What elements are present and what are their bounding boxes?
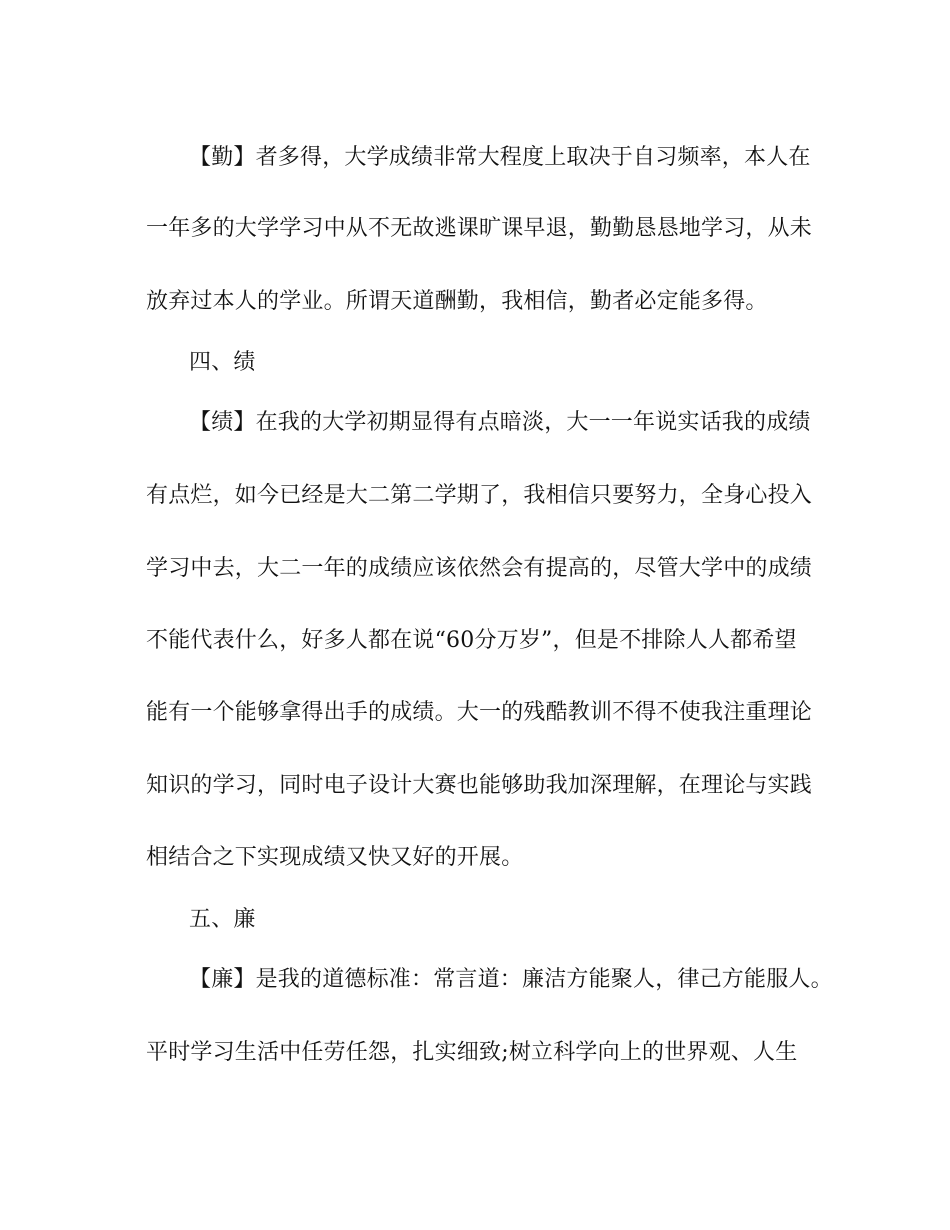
paragraph-ji-line-1: 【绩】在我的大学初期显得有点暗淡，大一一年说实话我的成绩 [189, 410, 811, 435]
paragraph-ji-line-6: 知识的学习，同时电子设计大赛也能够助我加深理解，在理论与实践 [146, 773, 813, 798]
paragraph-ji-line-4: 不能代表什么，好多人都在说“60分万岁”，但是不排除人人都希望 [146, 628, 797, 653]
paragraph-ji-line-7: 相结合之下实现成绩又快又好的开展。 [146, 845, 524, 870]
section-heading-four: 四、绩 [189, 350, 256, 375]
paragraph-ji-line-2: 有点烂，如今已经是大二第二学期了，我相信只要努力，全身心投入 [146, 483, 813, 508]
paragraph-lian-line-2: 平时学习生活中任劳任怨，扎实细致;树立科学向上的世界观、人生 [146, 1040, 798, 1065]
paragraph-qin-line-1: 【勤】者多得，大学成绩非常大程度上取决于自习频率，本人在 [189, 145, 811, 170]
paragraph-qin-line-3: 放弃过本人的学业。所谓天道酬勤，我相信，勤者必定能多得。 [146, 289, 768, 314]
paragraph-ji-line-3: 学习中去，大二一年的成绩应该依然会有提高的，尽管大学中的成绩 [146, 556, 813, 581]
paragraph-qin-line-2: 一年多的大学学习中从不无故逃课旷课早退，勤勤恳恳地学习，从未 [146, 216, 813, 241]
paragraph-lian-line-1: 【廉】是我的道德标准：常言道：廉洁方能聚人，律己方能服人。 [189, 967, 833, 992]
paragraph-ji-line-5: 能有一个能够拿得出手的成绩。大一的残酷教训不得不使我注重理论 [146, 700, 813, 725]
section-heading-five: 五、廉 [189, 907, 256, 932]
